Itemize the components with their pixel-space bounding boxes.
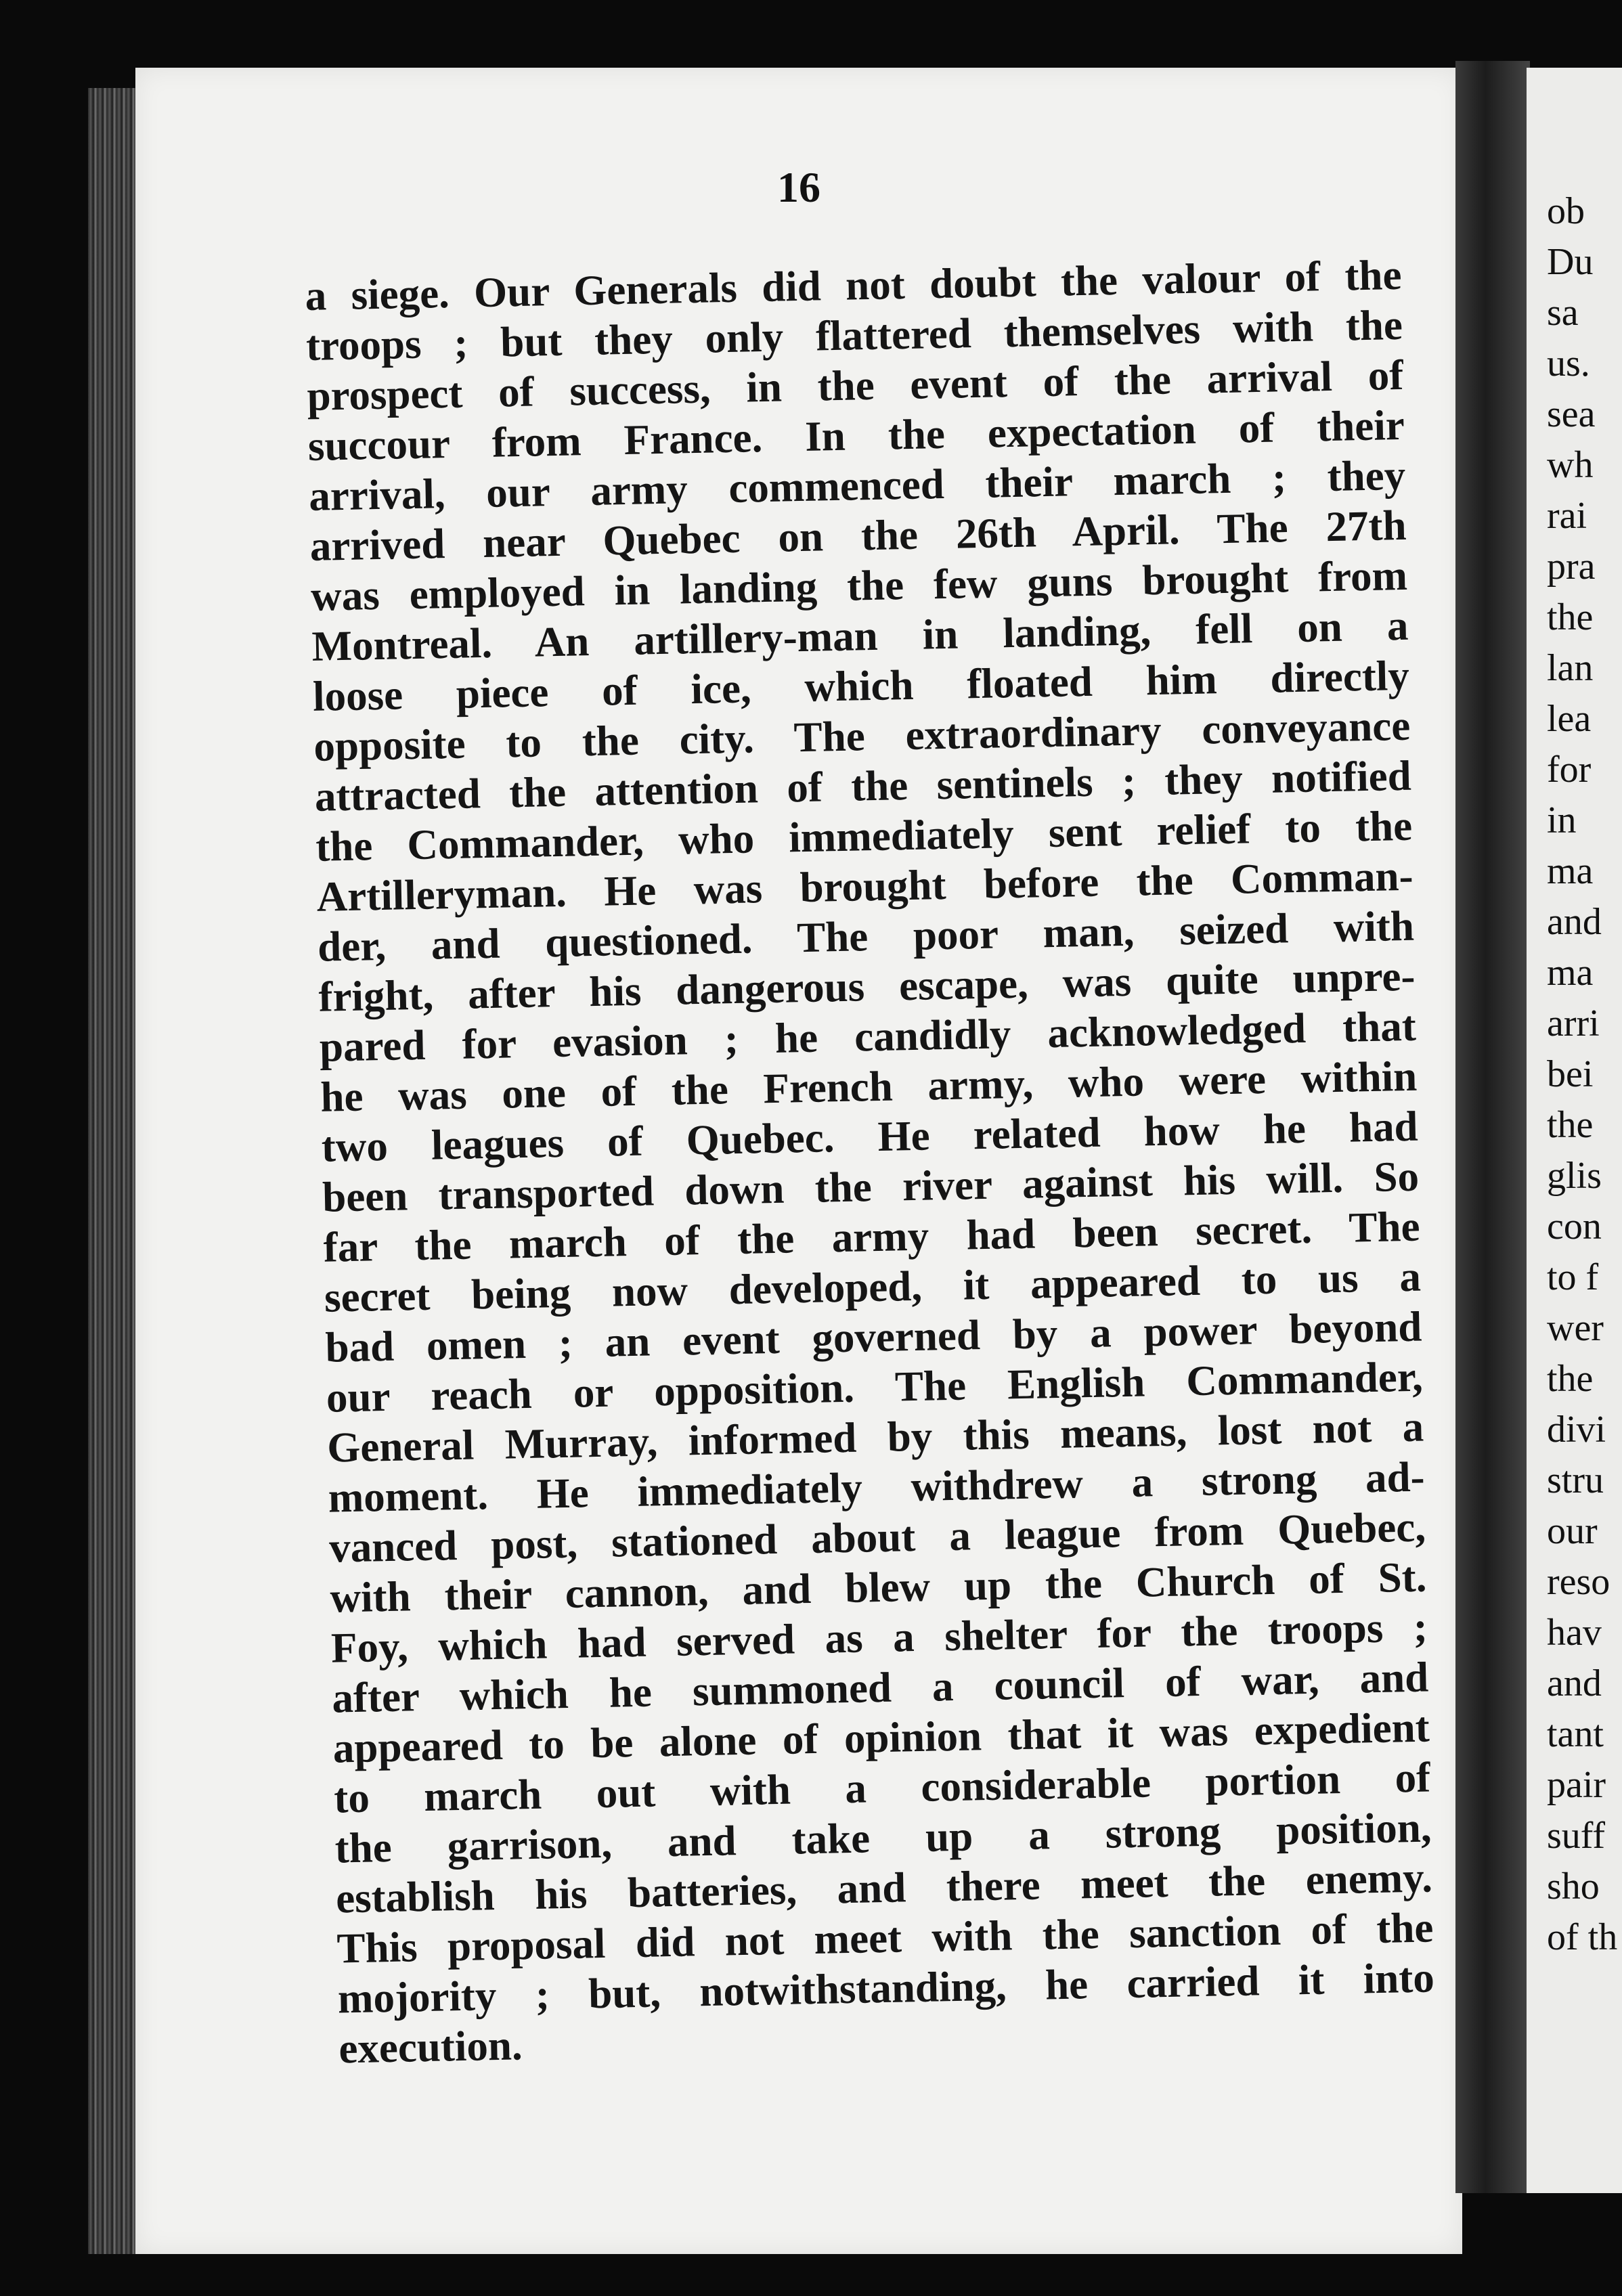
facing-page-fragment: arri — [1547, 1002, 1600, 1044]
facing-page-fragment: stru — [1547, 1459, 1604, 1501]
text-line: mojority ; but, notwithstanding, he carried it into — [337, 1953, 1435, 2023]
facing-page-fragment: the — [1547, 1358, 1594, 1400]
facing-page-fragment: wer — [1547, 1307, 1604, 1349]
facing-page-fragment: our — [1547, 1510, 1598, 1552]
facing-page-fragment: con — [1547, 1206, 1602, 1248]
facing-page-fragment: pra — [1547, 546, 1596, 588]
facing-page-fragment: and — [1547, 1662, 1602, 1704]
text-line: the garrison, and take up a strong position, — [334, 1803, 1432, 1872]
text-line: der, and questioned. The poor man, seized with — [317, 902, 1415, 971]
facing-page-fragment: Du — [1547, 241, 1594, 283]
text-line: the Commander, who immediately sent relief to the — [315, 801, 1413, 870]
text-line: succour from France. In the expectation of their — [307, 401, 1405, 470]
text-line: Artilleryman. He was brought before the Comman- — [316, 852, 1414, 921]
facing-page-fragment: for — [1547, 749, 1592, 791]
text-line: fright, after his dangerous escape, was quite unpre- — [317, 952, 1416, 1021]
facing-page-fragment: and — [1547, 901, 1602, 943]
facing-page-fragment: hav — [1547, 1612, 1602, 1654]
facing-page-fragment: lea — [1547, 698, 1592, 740]
facing-page-fragment: lan — [1547, 647, 1594, 689]
facing-page-fragment: ma — [1547, 850, 1594, 892]
facing-page-fragment: bei — [1547, 1053, 1594, 1095]
text-line: two leagues of Quebec. He related how he had — [321, 1102, 1419, 1171]
facing-page-fragment: the — [1547, 1104, 1594, 1146]
facing-page-fragment: in — [1547, 799, 1577, 841]
page-number: 16 — [777, 163, 820, 211]
text-line: Montreal. An artillery-man in landing, fell on a — [311, 601, 1409, 670]
facing-page-fragment: ob — [1547, 190, 1585, 232]
text-line: was employed in landing the few guns brought from — [310, 551, 1408, 620]
book-spine-edge — [88, 88, 142, 2254]
facing-page-fragment: rai — [1547, 495, 1587, 537]
text-line: pared for evasion ; he candidly acknowledged that — [319, 1002, 1417, 1071]
text-line: appeared to be alone of opinion that it was expedient — [332, 1703, 1430, 1772]
text-line: opposite to the city. The extraordinary conveyance — [313, 701, 1411, 770]
facing-page-fragment: pair — [1547, 1764, 1606, 1806]
text-line: This proposal did not meet with the sanction of the — [336, 1903, 1434, 1972]
book-page — [135, 68, 1462, 2254]
facing-page-fragment: divi — [1547, 1409, 1606, 1451]
text-line: to march out with a considerable portion of — [333, 1753, 1431, 1822]
facing-page-fragment: the — [1547, 596, 1594, 638]
text-line: after which he summoned a council of war, and — [331, 1653, 1429, 1722]
facing-page-fragment: sa — [1547, 292, 1579, 334]
text-line: arrival, our army commenced their march ; they — [308, 451, 1406, 520]
text-line: a siege. Our Generals did not doubt the valour of the — [305, 250, 1403, 319]
text-line: he was one of the French army, who were within — [320, 1052, 1418, 1121]
facing-page-edge — [1527, 68, 1622, 2193]
text-line: bad omen ; an event governed by a power beyond — [324, 1302, 1422, 1371]
text-line: execution. — [338, 2021, 523, 2073]
text-line: attracted the attention of the sentinels ; they notified — [314, 751, 1412, 820]
facing-page-fragment: reso — [1547, 1561, 1610, 1603]
facing-page-fragment: suff — [1547, 1815, 1606, 1857]
text-line: moment. He immediately withdrew a strong ad- — [328, 1453, 1426, 1522]
facing-page-fragment: sea — [1547, 393, 1596, 435]
text-line: loose piece of ice, which floated him directly — [312, 651, 1410, 720]
page-gutter — [1455, 61, 1530, 2193]
text-line: troops ; but they only flattered themselves with the — [305, 301, 1403, 370]
facing-page-fragment: tant — [1547, 1713, 1604, 1755]
text-line: prospect of success, in the event of the arrival of — [306, 351, 1404, 420]
text-line: with their cannon, and blew up the Church of St. — [329, 1553, 1428, 1622]
text-line: General Murray, informed by this means, lost not a — [326, 1403, 1424, 1472]
text-line: secret being now developed, it appeared to us a — [324, 1252, 1422, 1321]
text-line: far the march of the army had been secret. The — [323, 1202, 1421, 1271]
text-line: vanced post, stationed about a league from Quebec, — [328, 1503, 1426, 1572]
facing-page-fragment: wh — [1547, 444, 1594, 486]
body-text — [305, 250, 1436, 2074]
text-line: Foy, which had served as a shelter for the troops ; — [330, 1603, 1428, 1672]
text-line: been transported down the river against his will. So — [322, 1152, 1420, 1221]
facing-page-fragment: glis — [1547, 1155, 1602, 1197]
facing-page-fragment: ma — [1547, 952, 1594, 994]
facing-page-fragment: of th — [1547, 1916, 1618, 1958]
text-line: our reach or opposition. The English Commander, — [326, 1352, 1424, 1421]
text-line: establish his batteries, and there meet the enemy. — [335, 1853, 1433, 1922]
facing-page-fragment: us. — [1547, 343, 1590, 384]
facing-page-fragment: sho — [1547, 1866, 1600, 1907]
facing-page-fragment: to f — [1547, 1256, 1599, 1298]
text-line: arrived near Quebec on the 26th April. The 27th — [309, 501, 1407, 570]
